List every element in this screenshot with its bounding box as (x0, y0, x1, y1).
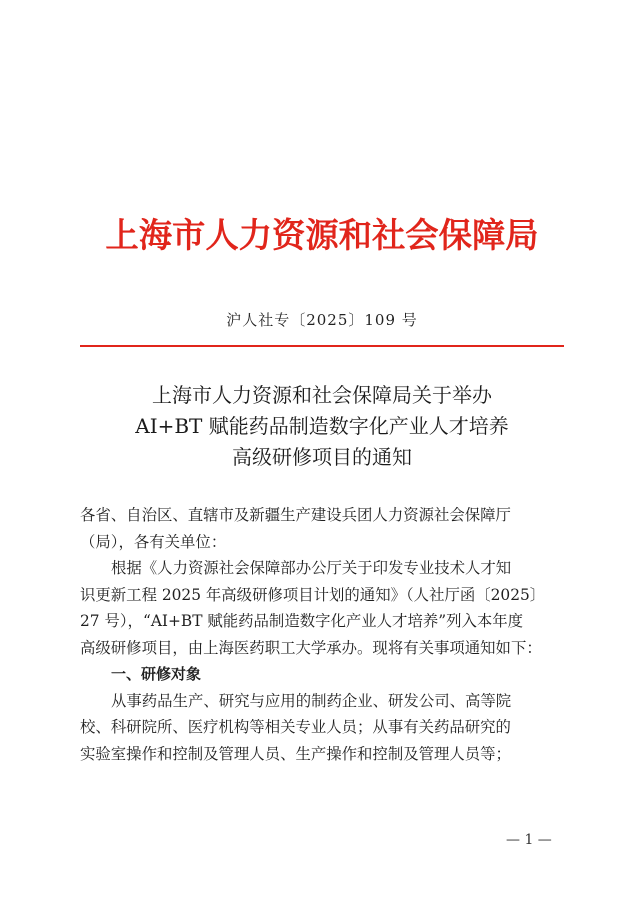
intro-paragraph-line: 27 号），“AI+BT 赋能药品制造数字化产业人才培养”列入本年度 (80, 612, 524, 630)
section-heading: 一、研修对象 (111, 665, 202, 683)
intro-paragraph-line: 识更新工程 2025 年高级研修项目计划的通知》（人社厅函〔2025〕 (80, 585, 546, 604)
section-paragraph-line: 从事药品生产、研究与应用的制药企业、研发公司、高等院 (111, 691, 512, 710)
document-title (40, 380, 604, 473)
salutation-line: 各省、自治区、直辖市及新疆生产建设兵团人力资源社会保障厅 (80, 506, 511, 524)
title-line: 上海市人力资源和社会保障局关于举办 (152, 383, 492, 407)
intro-paragraph-line: 根据《人力资源社会保障部办公厅关于印发专业技术人才知 (111, 559, 512, 577)
page-number: — 1 — (506, 832, 552, 848)
document-body (80, 502, 566, 767)
salutation-line: （局），各有关单位： (80, 532, 227, 551)
red-separator-line (80, 345, 564, 347)
intro-paragraph-line: 高级研修项目，由上海医药职工大学承办。现将有关事项通知如下： (80, 638, 542, 657)
title-line: AI+BT 赋能药品制造数字化产业人才培养 (135, 414, 509, 438)
section-paragraph-line: 实验室操作和控制及管理人员、生产操作和控制及管理人员等； (80, 744, 511, 763)
document-number: 沪人社专〔2025〕109 号 (226, 311, 418, 329)
title-line: 高级研修项目的通知 (232, 445, 412, 469)
issuing-authority-masthead: 上海市人力资源和社会保障局 (105, 216, 539, 256)
section-paragraph-line: 校、科研院所、医疗机构等相关专业人员；从事有关药品研究的 (80, 718, 511, 736)
